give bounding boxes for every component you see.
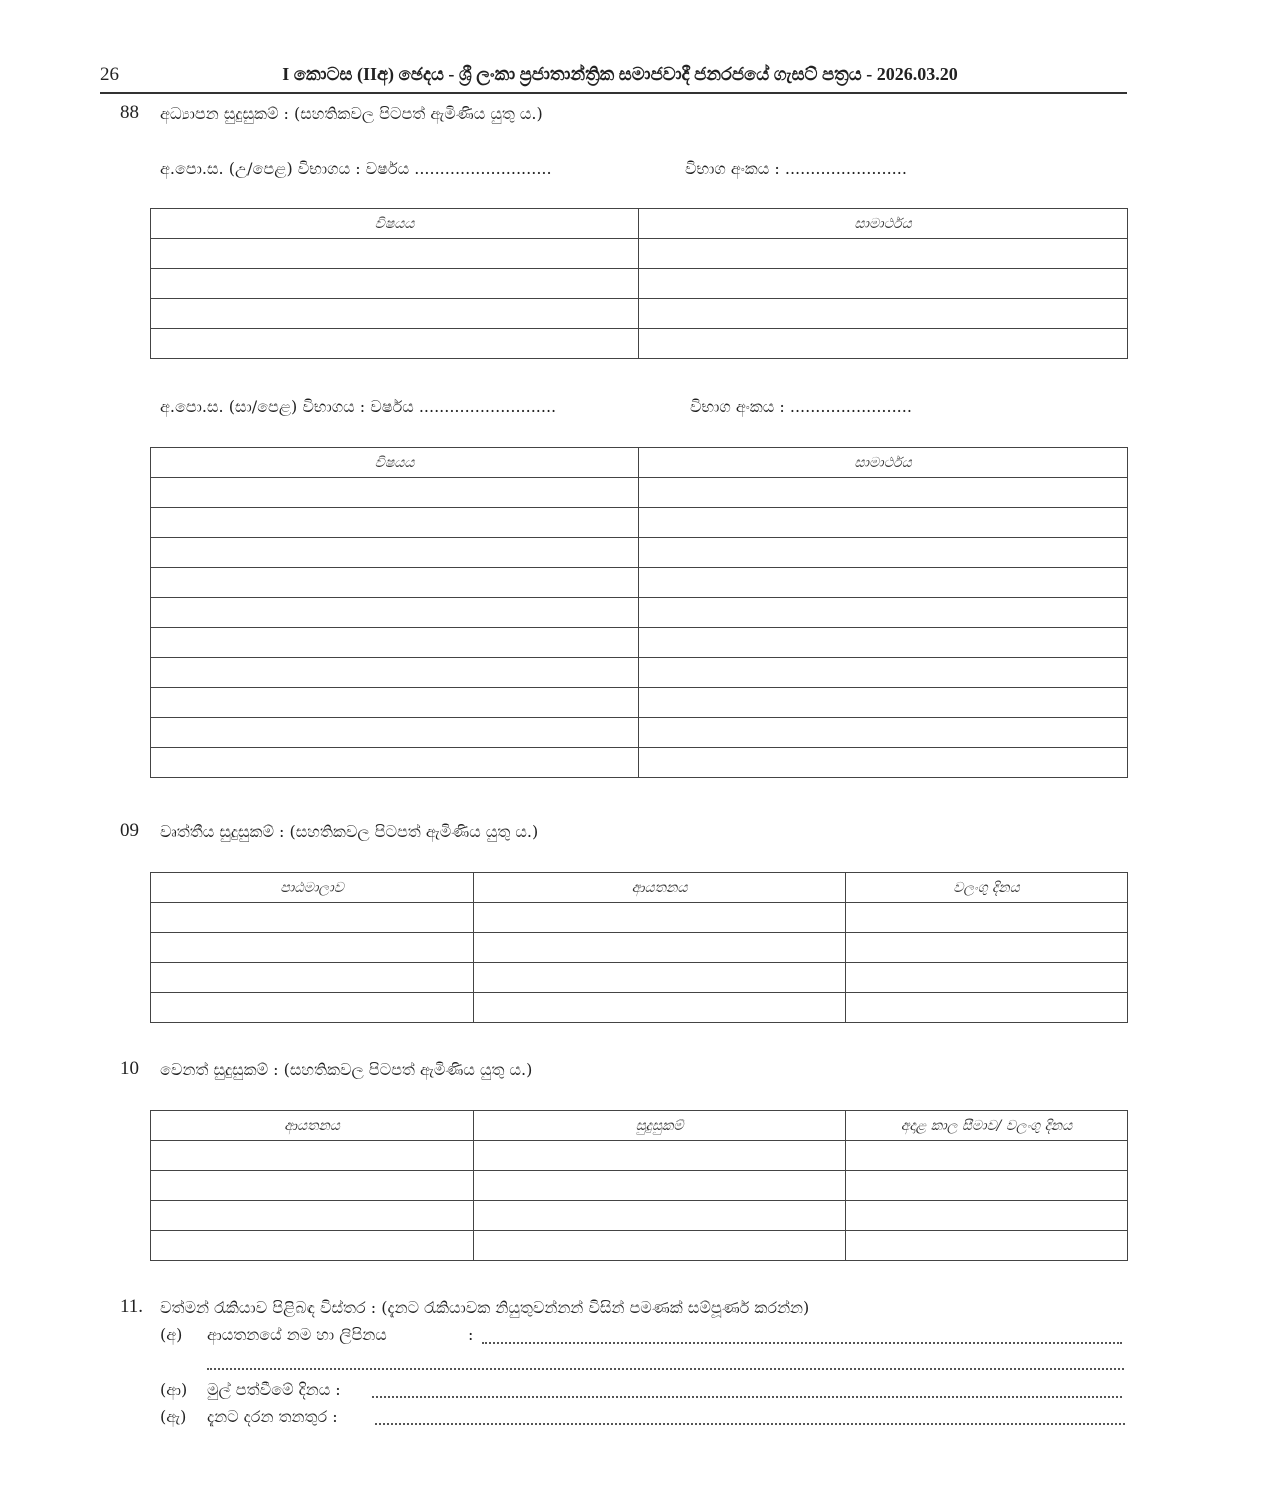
table-cell[interactable]: [846, 933, 1128, 963]
period-valid-date-header: අදාළ කාල සීමාව/ වලංගු දිනය: [846, 1111, 1128, 1141]
course-header: පාඨමාලාව: [151, 873, 474, 903]
table-cell[interactable]: [846, 1231, 1128, 1261]
table-row: [151, 933, 1128, 963]
al-subject-header: විෂයය: [151, 209, 639, 239]
table-cell[interactable]: [474, 1141, 846, 1171]
ol-table-body: [151, 478, 1128, 778]
table-row: [151, 478, 1128, 508]
table-cell[interactable]: [639, 658, 1128, 688]
table-cell[interactable]: [151, 299, 639, 329]
table-cell[interactable]: [639, 538, 1128, 568]
table-row: [151, 628, 1128, 658]
section-08-number: 88: [120, 102, 139, 123]
table-cell[interactable]: [639, 688, 1128, 718]
other-table-body: [151, 1141, 1128, 1261]
table-cell[interactable]: [474, 903, 846, 933]
table-row: [151, 1231, 1128, 1261]
table-row: [151, 299, 1128, 329]
vocational-table-body: [151, 903, 1128, 1023]
table-cell[interactable]: [151, 658, 639, 688]
table-cell[interactable]: [846, 1171, 1128, 1201]
table-cell[interactable]: [151, 538, 639, 568]
table-cell[interactable]: [151, 269, 639, 299]
table-cell[interactable]: [151, 1141, 474, 1171]
section-11-title: වත්මන් රැකියාව පිළිබඳ විස්තර : (දැනට රැකියාවක නියුතුවන්නන් විසින් පමණක් සම්පූර්ණ කරන්න): [160, 1298, 810, 1317]
table-cell[interactable]: [639, 598, 1128, 628]
al-exam-index-field[interactable]: විභාග අංකය : ........................: [685, 159, 907, 178]
table-cell[interactable]: [639, 269, 1128, 299]
other-institute-header: ආයතනය: [151, 1111, 474, 1141]
table-cell[interactable]: [151, 718, 639, 748]
other-qualifications-table: [150, 1110, 1128, 1261]
table-cell[interactable]: [151, 478, 639, 508]
table-row: [151, 688, 1128, 718]
table-row: [151, 748, 1128, 778]
table-row: [151, 598, 1128, 628]
table-row: [151, 718, 1128, 748]
table-cell[interactable]: [639, 478, 1128, 508]
institute-header: ආයතනය: [474, 873, 846, 903]
table-cell[interactable]: [151, 239, 639, 269]
item-a-marker: (අ): [160, 1325, 183, 1344]
section-08-title: අධ්‍යාපන සුදුසුකම් : (සහතිකවල පිටපත් ඇමිණිය යුතු ය.): [160, 104, 543, 123]
institution-name-address-label: ආයතනයේ නම හා ලිපිනය: [207, 1325, 387, 1344]
table-cell[interactable]: [151, 903, 474, 933]
table-cell[interactable]: [639, 748, 1128, 778]
table-row: [151, 1141, 1128, 1171]
table-cell[interactable]: [639, 299, 1128, 329]
table-cell[interactable]: [474, 993, 846, 1023]
item-a-separator: :: [468, 1325, 474, 1344]
table-cell[interactable]: [151, 688, 639, 718]
section-10-number: 10: [120, 1058, 139, 1079]
table-cell[interactable]: [151, 1231, 474, 1261]
gazette-header-title: I කොටස (IIඅ) ඡෙදය - ශ්‍රී ලංකා ප්‍රජාතාන්ත්‍රික සමාජවාදී ජනරජයේ ගැසට් පත්‍රය - 2026.03.20: [282, 64, 958, 84]
al-grade-header: සාමාර්ථය: [639, 209, 1128, 239]
item-b-marker: (ආ): [160, 1380, 188, 1399]
table-row: [151, 963, 1128, 993]
current-position-field[interactable]: [375, 1423, 1125, 1425]
table-cell[interactable]: [474, 933, 846, 963]
table-cell[interactable]: [151, 1201, 474, 1231]
table-cell[interactable]: [151, 568, 639, 598]
first-appointment-date-label: මුල් පත්වීමේ දිනය :: [207, 1380, 341, 1399]
table-cell[interactable]: [151, 329, 639, 359]
ol-grade-header: සාමාර්ථය: [639, 448, 1128, 478]
institution-name-address-field[interactable]: [482, 1342, 1122, 1344]
table-cell[interactable]: [846, 903, 1128, 933]
ol-results-table: [150, 447, 1128, 778]
table-cell[interactable]: [474, 1171, 846, 1201]
table-row: [151, 508, 1128, 538]
table-row: [151, 993, 1128, 1023]
table-row: [151, 903, 1128, 933]
table-row: [151, 1201, 1128, 1231]
table-row: [151, 1171, 1128, 1201]
table-row: [151, 658, 1128, 688]
ol-exam-year-field[interactable]: අ.පො.ස. (සා/පෙළ) විභාගය : වර්ෂය ...........................: [160, 397, 557, 416]
table-cell[interactable]: [639, 239, 1128, 269]
table-cell[interactable]: [846, 1201, 1128, 1231]
section-11-number: 11.: [120, 1296, 144, 1317]
table-cell[interactable]: [151, 993, 474, 1023]
ol-subject-header: විෂයය: [151, 448, 639, 478]
table-cell[interactable]: [151, 963, 474, 993]
valid-date-header: වලංගු දිනය: [846, 873, 1128, 903]
table-cell[interactable]: [151, 628, 639, 658]
institution-address-field-line-2[interactable]: [207, 1368, 1124, 1370]
table-cell[interactable]: [474, 1201, 846, 1231]
table-cell[interactable]: [639, 568, 1128, 598]
first-appointment-date-field[interactable]: [372, 1396, 1122, 1398]
table-cell[interactable]: [151, 508, 639, 538]
table-cell[interactable]: [151, 933, 474, 963]
al-table-body: [151, 239, 1128, 359]
table-cell[interactable]: [846, 1141, 1128, 1171]
table-cell[interactable]: [846, 993, 1128, 1023]
table-cell[interactable]: [151, 748, 639, 778]
al-results-table: [150, 208, 1128, 359]
table-cell[interactable]: [639, 628, 1128, 658]
table-row: [151, 329, 1128, 359]
table-row: [151, 269, 1128, 299]
section-09-title: වෘත්තීය සුදුසුකම් : (සහතිකවල පිටපත් ඇමිණිය යුතු ය.): [160, 822, 539, 841]
header-divider: [100, 92, 1127, 94]
table-cell[interactable]: [151, 1171, 474, 1201]
table-row: [151, 538, 1128, 568]
al-exam-year-field[interactable]: අ.පො.ස. (උ/පෙළ) විභාගය : වර්ෂය ...........................: [160, 159, 552, 178]
page-number: 26: [100, 64, 119, 85]
table-cell[interactable]: [639, 329, 1128, 359]
table-row: [151, 568, 1128, 598]
table-cell[interactable]: [639, 508, 1128, 538]
item-c-marker: (ඇ): [160, 1407, 187, 1426]
table-cell[interactable]: [151, 598, 639, 628]
qualification-header: සුදුසුකම්: [474, 1111, 846, 1141]
current-position-label: දැනට දරන තනතුර :: [207, 1407, 338, 1426]
table-row: [151, 239, 1128, 269]
section-09-number: 09: [120, 820, 139, 841]
table-cell[interactable]: [474, 963, 846, 993]
table-cell[interactable]: [474, 1231, 846, 1261]
vocational-qualifications-table: [150, 872, 1128, 1023]
ol-exam-index-field[interactable]: විභාග අංකය : ........................: [690, 397, 912, 416]
table-cell[interactable]: [846, 963, 1128, 993]
table-cell[interactable]: [639, 718, 1128, 748]
section-10-title: වෙනත් සුදුසුකම් : (සහතිකවල පිටපත් ඇමිණිය යුතු ය.): [160, 1060, 533, 1079]
